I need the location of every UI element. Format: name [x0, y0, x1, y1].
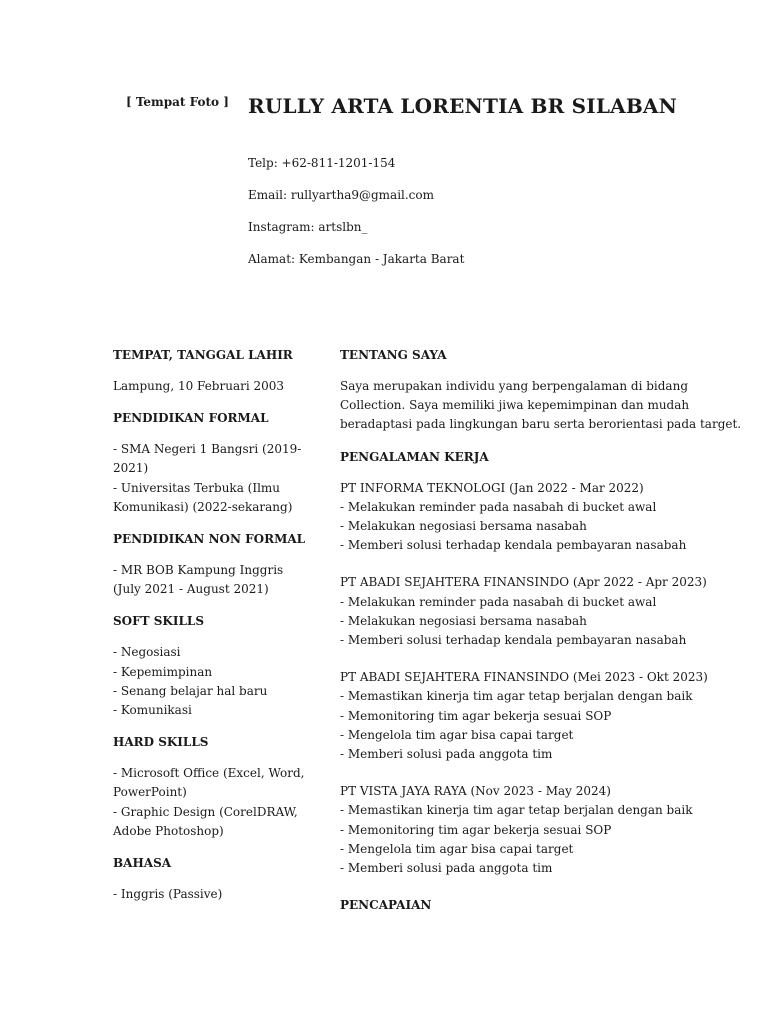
about-line: Saya merupakan individu yang berpengalaman di bidang	[340, 379, 688, 393]
candidate-name: RULLY ARTA LORENTIA BR SILABAN	[248, 94, 678, 118]
right-column	[340, 346, 740, 927]
job-task: - Memastikan kinerja tim agar tetap berjalan dengan baik	[340, 803, 693, 818]
list-item: - Universitas Terbuka (Ilmu Komunikasi) (2022-sekarang)	[113, 480, 293, 514]
job-task: - Memonitoring tim agar bekerja sesuai SOP	[340, 822, 612, 837]
job-task: - Memberi solusi terhadap kendala pembayaran nasabah	[340, 633, 687, 648]
list-item: - Senang belajar hal baru	[113, 683, 268, 698]
list-item: - SMA Negeri 1 Bangsri (2019-2021)	[113, 442, 302, 476]
contact-info	[248, 154, 464, 282]
section-heading-about: TENTANG SAYA	[340, 348, 447, 362]
job-task: - Memberi solusi terhadap kendala pembayaran nasabah	[340, 538, 687, 553]
job-title: PT ABADI SEJAHTERA FINANSINDO (Apr 2022 - Apr 2023)	[340, 575, 707, 590]
job-entry	[340, 668, 740, 764]
list-item: - Komunikasi	[113, 703, 192, 718]
job-task: - Melakukan reminder pada nasabah di bucket awal	[340, 594, 657, 609]
job-task: - Melakukan reminder pada nasabah di bucket awal	[340, 499, 657, 514]
left-column	[113, 346, 313, 917]
job-task: - Mengelola tim agar bisa capai target	[340, 727, 574, 742]
contact-phone: Telp: +62-811-1201-154	[248, 156, 396, 170]
section-heading-soft-skills: SOFT SKILLS	[113, 614, 204, 629]
section-heading-formal-education: PENDIDIKAN FORMAL	[113, 411, 269, 426]
section-heading-achievements: PENCAPAIAN	[340, 898, 432, 913]
contact-instagram: Instagram: artslbn_	[248, 220, 368, 234]
languages-list	[113, 885, 313, 904]
job-task: - Memonitoring tim agar bekerja sesuai SOP	[340, 708, 612, 723]
list-item: - Negosiasi	[113, 645, 181, 660]
list-item: - MR BOB Kampung Inggris (July 2021 - August 2021)	[113, 563, 284, 597]
list-item: - Graphic Design (CorelDRAW, Adobe Photoshop)	[113, 804, 298, 838]
job-entry	[340, 782, 740, 878]
list-item: - Inggris (Passive)	[113, 887, 223, 902]
formal-education-list	[113, 440, 313, 517]
contact-address: Alamat: Kembangan - Jakarta Barat	[248, 252, 465, 266]
list-item: - Microsoft Office (Excel, Word, PowerPoint)	[113, 766, 305, 800]
about-text	[340, 377, 740, 435]
about-line: Collection. Saya memiliki jiwa kepemimpinan dan mudah	[340, 398, 690, 413]
nonformal-education-list	[113, 561, 313, 599]
job-title: PT ABADI SEJAHTERA FINANSINDO (Mei 2023 - Okt 2023)	[340, 670, 708, 685]
hard-skills-list	[113, 764, 313, 841]
job-task: - Memberi solusi pada anggota tim	[340, 861, 553, 876]
job-task: - Melakukan negosiasi bersama nasabah	[340, 613, 587, 628]
photo-placeholder: [ Tempat Foto ]	[126, 95, 229, 109]
section-heading-experience: PENGALAMAN KERJA	[340, 449, 489, 464]
soft-skills-list	[113, 643, 313, 720]
job-task: - Melakukan negosiasi bersama nasabah	[340, 519, 587, 534]
about-line: beradaptasi pada lingkungan baru serta berorientasi pada target.	[340, 417, 742, 432]
job-title: PT INFORMA TEKNOLOGI (Jan 2022 - Mar 2022)	[340, 480, 644, 495]
contact-email: Email: rullyartha9@gmail.com	[248, 188, 435, 202]
section-heading-hard-skills: HARD SKILLS	[113, 735, 209, 750]
job-entry	[340, 573, 740, 650]
job-title: PT VISTA JAYA RAYA (Nov 2023 - May 2024)	[340, 784, 611, 799]
birth-value: Lampung, 10 Februari 2003	[113, 379, 285, 393]
job-task: - Memberi solusi pada anggota tim	[340, 747, 553, 762]
list-item: - Kepemimpinan	[113, 664, 213, 679]
job-entry	[340, 479, 740, 556]
section-heading-birth: TEMPAT, TANGGAL LAHIR	[113, 348, 293, 362]
job-task: - Memastikan kinerja tim agar tetap berjalan dengan baik	[340, 689, 693, 704]
section-heading-nonformal-education: PENDIDIKAN NON FORMAL	[113, 532, 306, 547]
section-heading-languages: BAHASA	[113, 856, 172, 871]
job-task: - Mengelola tim agar bisa capai target	[340, 841, 574, 856]
